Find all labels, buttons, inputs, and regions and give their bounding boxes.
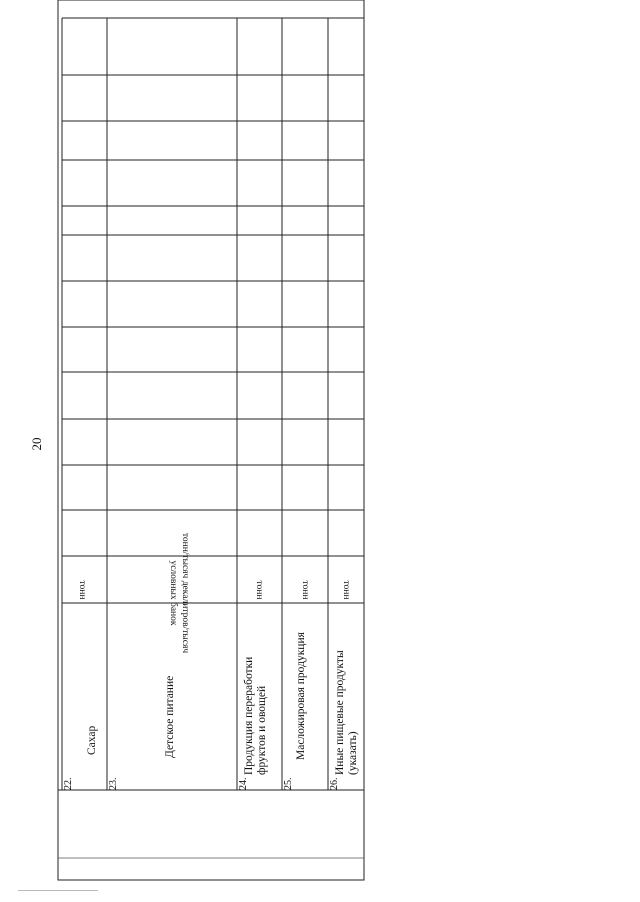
page-number: 20: [29, 437, 44, 451]
row-name-oil-fat-products: Масложировая продукция: [295, 632, 307, 760]
unit-tons: тонн: [300, 580, 310, 600]
row-name-other-food-products: Иные пищевые продукты (указать): [334, 650, 359, 775]
outer-border: [58, 0, 364, 880]
scan-artifact-line: [18, 890, 98, 891]
unit-tons: тонн: [77, 580, 87, 600]
row-name-sugar: Сахар: [86, 725, 98, 755]
row-number-24: 24.: [238, 777, 249, 790]
unit-tons-decaliters-cans: [149, 523, 191, 663]
row-number-22: 22.: [63, 777, 74, 790]
row-number-26: 26.: [329, 777, 340, 790]
row-name-fruit-veg-processing: Продукция переработки фруктов и овощей: [243, 656, 268, 775]
unit-tons-decaliters-cans-text: тонн/тысяч декалитров/тысяч условных банок: [168, 532, 190, 654]
row-number-23: 23.: [108, 777, 119, 790]
unit-tons: тонн: [341, 580, 351, 600]
row-name-baby-food: Детское питание: [164, 675, 176, 758]
unit-tons: тонн: [254, 580, 264, 600]
row-number-25: 25.: [283, 777, 294, 790]
